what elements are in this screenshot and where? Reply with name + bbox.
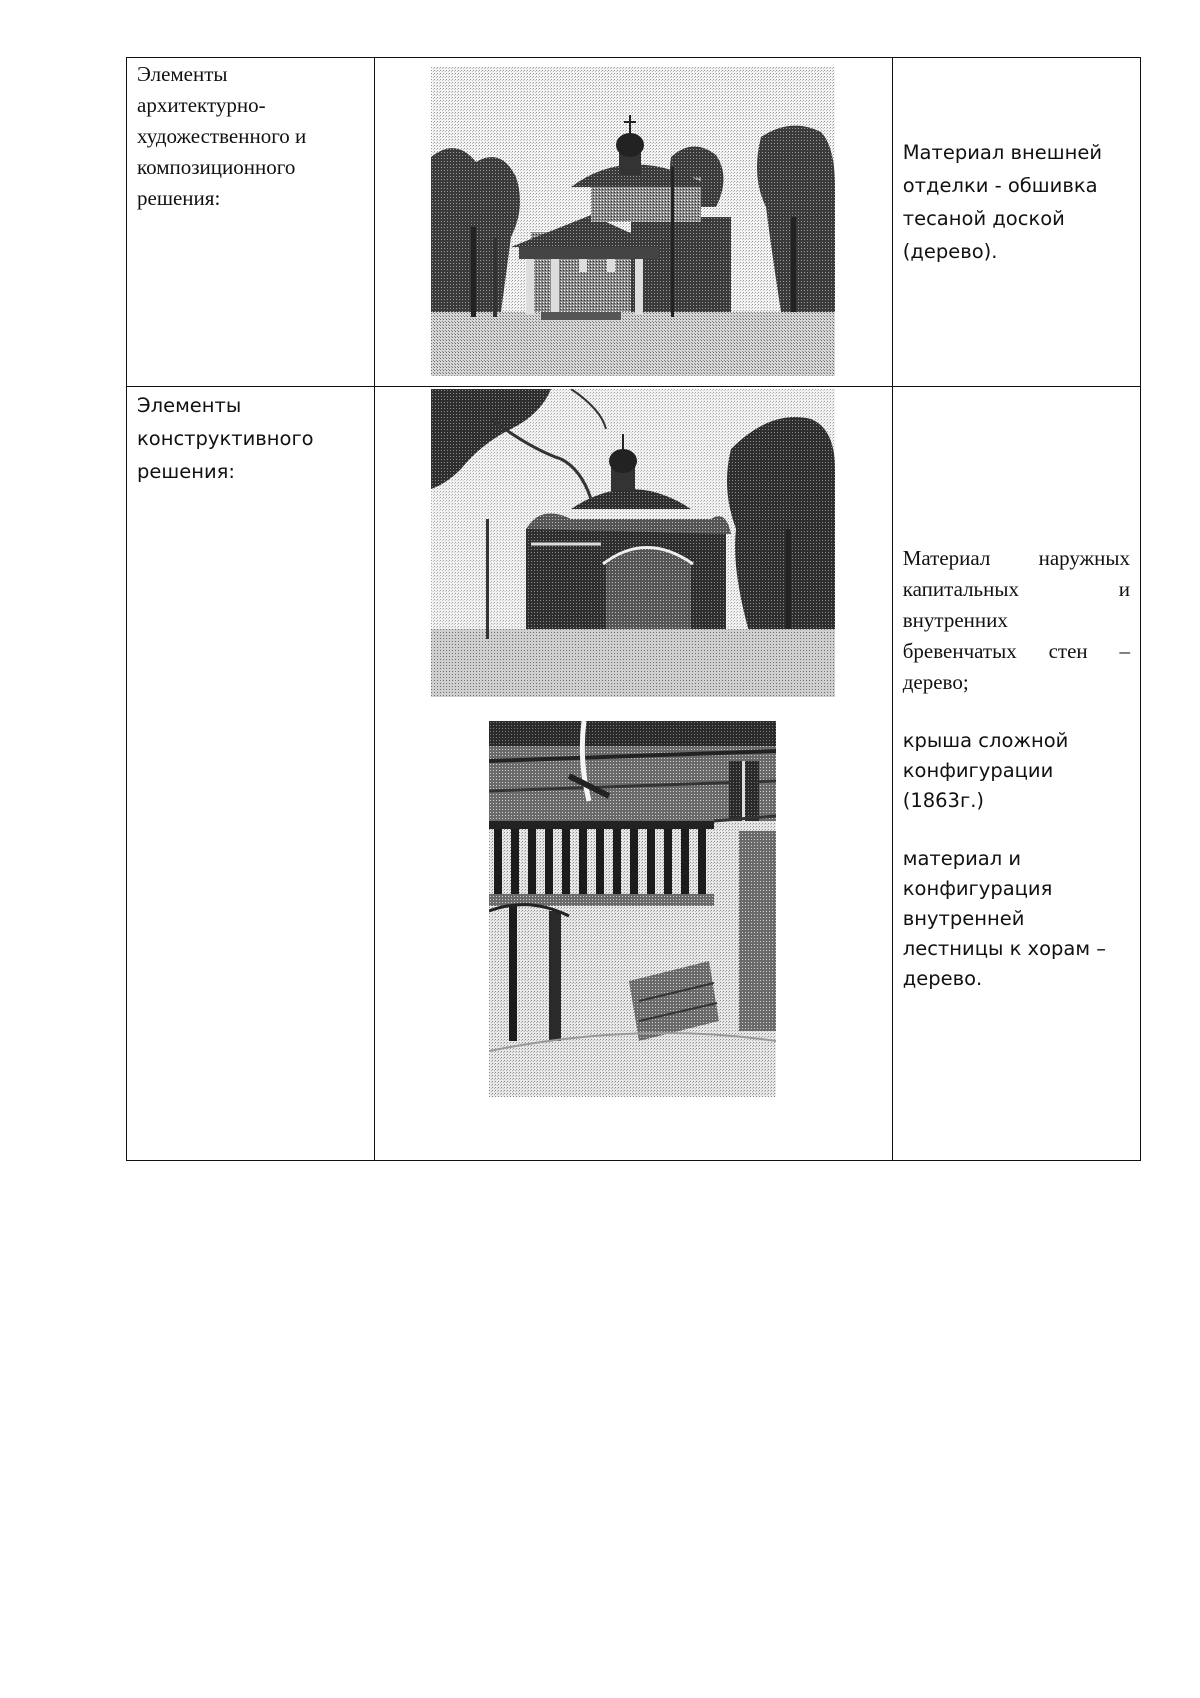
label-cell — [127, 387, 375, 1161]
description-cell — [892, 387, 1140, 1161]
label-cell — [127, 58, 375, 387]
chapel-exterior-photo — [431, 67, 835, 376]
chapel-interior-photo — [489, 721, 776, 1097]
photo-cell — [375, 387, 893, 1161]
row-description: Материал внешней отделки - обшивка тесаной доской (дерево). — [902, 141, 1103, 263]
monument-elements-table — [126, 57, 1141, 1161]
row-description — [893, 387, 1140, 994]
table-row — [127, 387, 1141, 1161]
photo-cell — [375, 58, 893, 387]
chapel-rear-photo — [431, 389, 835, 697]
justified-line: бревенчатых стен – — [902, 639, 1130, 663]
description-paragraph-stairs: материал и конфигурация внутренней лестницы к хорам – дерево. — [902, 847, 1106, 990]
justified-line: капитальных и — [902, 577, 1130, 601]
table-row — [127, 58, 1141, 387]
description-cell — [892, 58, 1140, 387]
description-paragraph-roof: крыша сложной конфигурации (1863г.) — [902, 729, 1069, 812]
row-label: Элементы конструктивного решения: — [137, 394, 314, 483]
justified-line: Материал наружных — [902, 546, 1130, 570]
row-label: Элементы архитектурно- художественного и композиционного решения: — [137, 62, 307, 210]
description-paragraph-walls: Материал наружных капитальных и внутренних бревенчатых стен – дерево; — [903, 543, 1130, 698]
